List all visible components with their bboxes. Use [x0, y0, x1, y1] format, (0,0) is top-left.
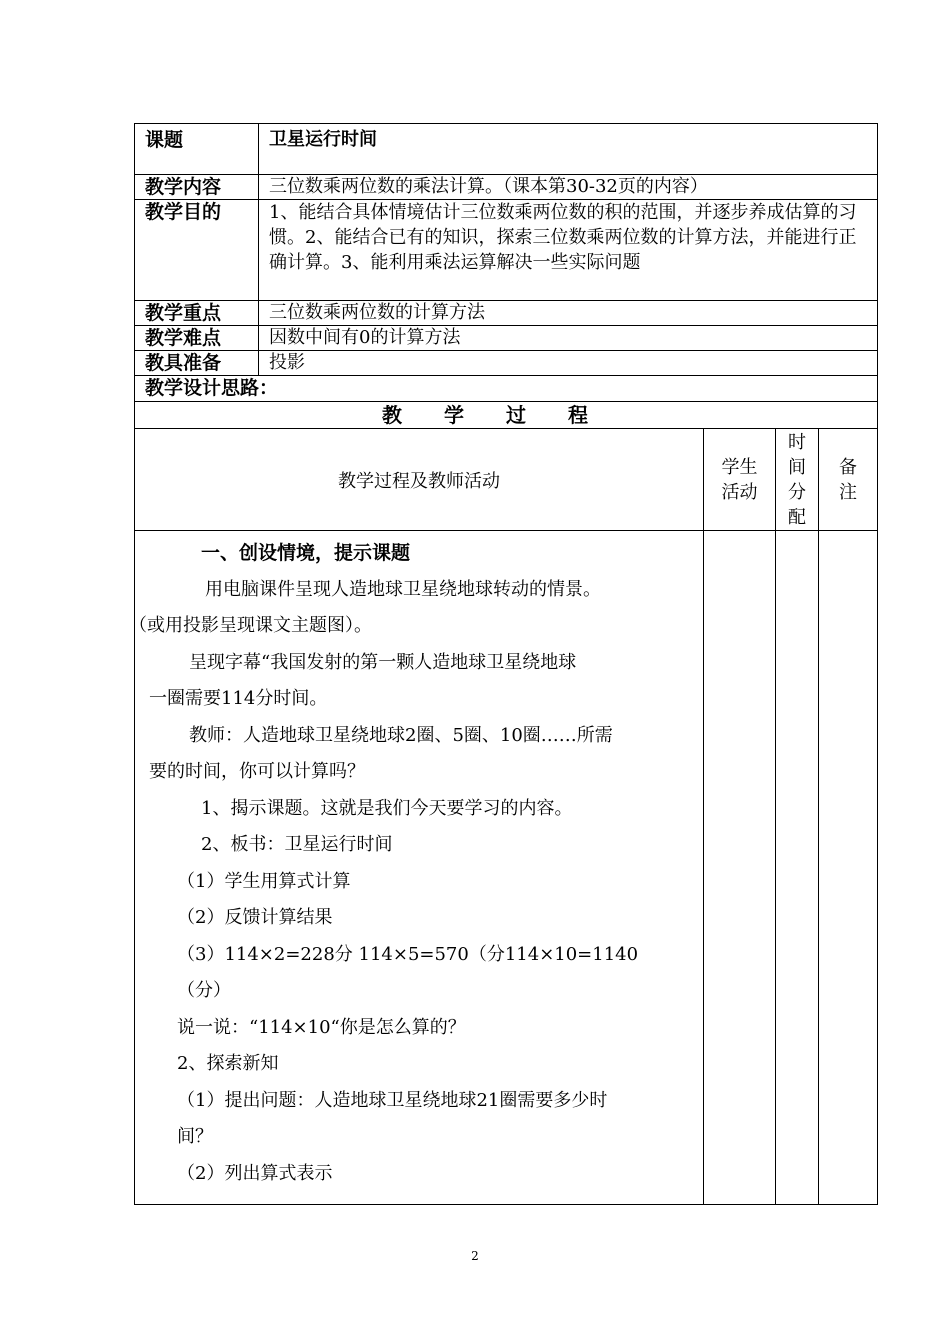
- header-time: [776, 429, 819, 531]
- content-line: 2、探索新知: [177, 1053, 279, 1074]
- row-key-points: [135, 301, 878, 326]
- key-points-value: 三位数乘两位数的计算方法: [259, 301, 878, 326]
- content-line: 要的时间，你可以计算吗？: [149, 761, 365, 782]
- content-line: 2、板书：卫星运行时间: [201, 834, 393, 855]
- row-design: [135, 376, 878, 402]
- header-notes: [819, 429, 878, 531]
- content-line: 1、揭示课题。这就是我们今天要学习的内容。: [201, 797, 573, 819]
- objectives-label: 教学目的: [135, 200, 259, 301]
- time-allocation-cell: [776, 531, 819, 1205]
- content-label: 教学内容: [135, 175, 259, 200]
- content-line: 呈现字幕“我国发射的第一颗人造地球卫星绕地球: [189, 651, 577, 673]
- content-line: 间？: [177, 1126, 213, 1147]
- content-line: （或用投影呈现课文主题图）。: [129, 615, 372, 636]
- student-activity-cell: [704, 531, 776, 1205]
- section-heading: 一、创设情境，提示课题: [201, 542, 411, 564]
- header-student: [704, 429, 776, 531]
- content-line: （2）列出算式表示: [177, 1162, 333, 1184]
- content-line: （3）114×2=228分 114×5=570（分114×10=1140: [177, 943, 639, 965]
- row-difficulties: [135, 326, 878, 351]
- row-process-body: [135, 531, 878, 1205]
- page-number: 2: [471, 1249, 479, 1263]
- content-line: （分）: [177, 980, 231, 1001]
- materials-label: 教具准备: [135, 351, 259, 376]
- difficulties-value: 因数中间有0的计算方法: [259, 326, 878, 351]
- process-content: [129, 531, 704, 1205]
- difficulties-label: 教学难点: [135, 326, 259, 351]
- notes-cell: [819, 531, 878, 1205]
- row-content: [135, 175, 878, 200]
- row-process-title: [135, 402, 878, 429]
- materials-value: 投影: [259, 351, 878, 376]
- row-topic: [135, 124, 878, 175]
- key-points-label: 教学重点: [135, 301, 259, 326]
- content-line: （1）提出问题：人造地球卫星绕地球21圈需要多少时: [177, 1089, 608, 1111]
- row-objectives: [135, 200, 878, 301]
- design-label: 教学设计思路：: [135, 376, 878, 402]
- header-main: 教学过程及教师活动: [135, 429, 704, 531]
- lesson-plan-table: [129, 123, 878, 1205]
- header-student-text: 学生活动: [721, 456, 758, 503]
- row-column-headers: [135, 429, 878, 531]
- content-line: 教师：人造地球卫星绕地球2圈、5圈、10圈……所需: [189, 724, 613, 746]
- topic-value: 卫星运行时间: [259, 124, 878, 175]
- content-line: 说一说：“114×10“你是怎么算的？: [177, 1016, 466, 1038]
- row-materials: [135, 351, 878, 376]
- content-line: 用电脑课件呈现人造地球卫星绕地球转动的情景。: [205, 578, 601, 600]
- header-notes-text: 备注: [839, 456, 857, 503]
- header-time-text: 时间分配: [788, 431, 806, 528]
- content-value: 三位数乘两位数的乘法计算。（课本第30-32页的内容）: [259, 175, 878, 200]
- content-line: （1）学生用算式计算: [177, 870, 351, 892]
- content-line: 一圈需要114分时间。: [149, 688, 328, 709]
- topic-label: 课题: [135, 124, 259, 175]
- content-line: （2）反馈计算结果: [177, 907, 333, 928]
- objectives-value: 1、能结合具体情境估计三位数乘两位数的积的范围，并逐步养成估算的习惯。2、能结合已有的知识，探索三位数乘两位数的计算方法，并能进行正确计算。3、能利用乘法运算解决一些实际问题: [259, 200, 878, 301]
- process-title: 教学过程: [135, 402, 878, 429]
